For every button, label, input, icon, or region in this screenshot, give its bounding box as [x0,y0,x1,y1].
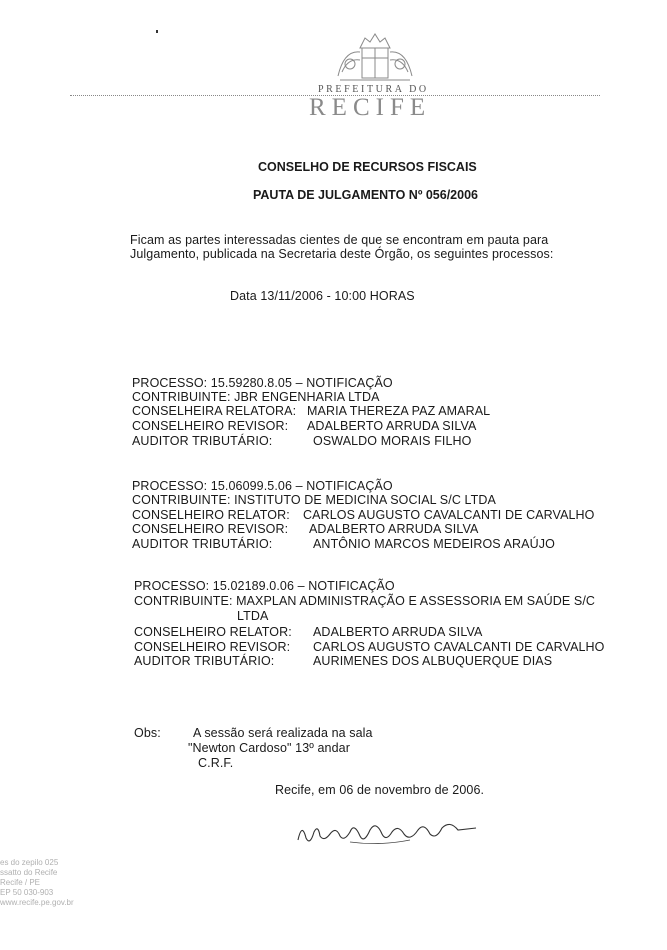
taxpayer: CONTRIBUINTE: INSTITUTO DE MEDICINA SOCIAL S/C LTDA [132,493,496,507]
taxpayer: CONTRIBUINTE: MAXPLAN ADMINISTRAÇÃO E ASSESSORIA EM SAÚDE S/C [134,594,596,608]
taxpayer: CONTRIBUINTE: JBR ENGENHARIA LTDA [132,390,380,404]
rapporteur-name: MARIA THEREZA PAZ AMARAL [307,404,491,418]
obs-line-2: "Newton Cardoso" 13º andar [188,741,350,755]
process-number: PROCESSO: 15.59280.8.05 – NOTIFICAÇÃO [132,376,393,390]
obs-line-3: C.R.F. [198,756,234,770]
rapporteur-name: ADALBERTO ARRUDA SILVA [313,625,483,639]
auditor-name: OSWALDO MORAIS FILHO [313,434,472,448]
stamp-line: EP 50 030-903 [0,888,54,897]
obs-line-1: A sessão será realizada na sala [193,726,373,740]
city-logo-text: RECIFE [309,94,432,121]
prefeitura-label: PREFEITURA DO [318,84,429,95]
reviewer-label: CONSELHEIRO REVISOR: [132,522,289,536]
reviewer-name: ADALBERTO ARRUDA SILVA [307,419,477,433]
obs-label: Obs: [134,726,161,740]
auditor-name: ANTÔNIO MARCOS MEDEIROS ARAÚJO [313,537,555,551]
faint-address-stamp [0,858,74,908]
intro-line-2: Julgamento, publicada na Secretaria deste Órgão, os seguintes processos: [130,247,554,261]
rapporteur-label: CONSELHEIRO RELATOR: [132,508,290,522]
rapporteur-label: CONSELHEIRA RELATORA: [132,404,297,418]
stamp-line: www.recife.pe.gov.br [0,898,74,907]
auditor-label: AUDITOR TRIBUTÁRIO: [132,537,273,551]
place-and-date: Recife, em 06 de novembro de 2006. [275,783,485,797]
intro-line-1: Ficam as partes interessadas cientes de que se encontram em pauta para [130,233,549,247]
scan-speck [156,30,158,33]
reviewer-label: CONSELHEIRO REVISOR: [134,640,291,654]
stamp-line: ssatto do Recife [0,868,58,877]
reviewer-name: ADALBERTO ARRUDA SILVA [309,522,479,536]
auditor-name: AURIMENES DOS ALBUQUERQUE DIAS [313,654,553,668]
stamp-line: Recife / PE [0,878,41,887]
agenda-title: PAUTA DE JULGAMENTO Nº 056/2006 [253,188,478,202]
process-number: PROCESSO: 15.06099.5.06 – NOTIFICAÇÃO [132,479,393,493]
taxpayer-continuation: LTDA [237,609,269,623]
process-number: PROCESSO: 15.02189.0.06 – NOTIFICAÇÃO [134,579,395,593]
reviewer-label: CONSELHEIRO REVISOR: [132,419,289,433]
rapporteur-name: CARLOS AUGUSTO CAVALCANTI DE CARVALHO [303,508,595,522]
reviewer-name: CARLOS AUGUSTO CAVALCANTI DE CARVALHO [313,640,605,654]
council-title: CONSELHO DE RECURSOS FISCAIS [258,160,477,174]
auditor-label: AUDITOR TRIBUTÁRIO: [134,654,275,668]
rapporteur-label: CONSELHEIRO RELATOR: [134,625,292,639]
stamp-line: es do zepilo 025 [0,858,59,867]
session-date: Data 13/11/2006 - 10:00 HORAS [230,289,415,303]
signature [290,812,480,852]
auditor-label: AUDITOR TRIBUTÁRIO: [132,434,273,448]
coat-of-arms-icon [330,28,420,84]
